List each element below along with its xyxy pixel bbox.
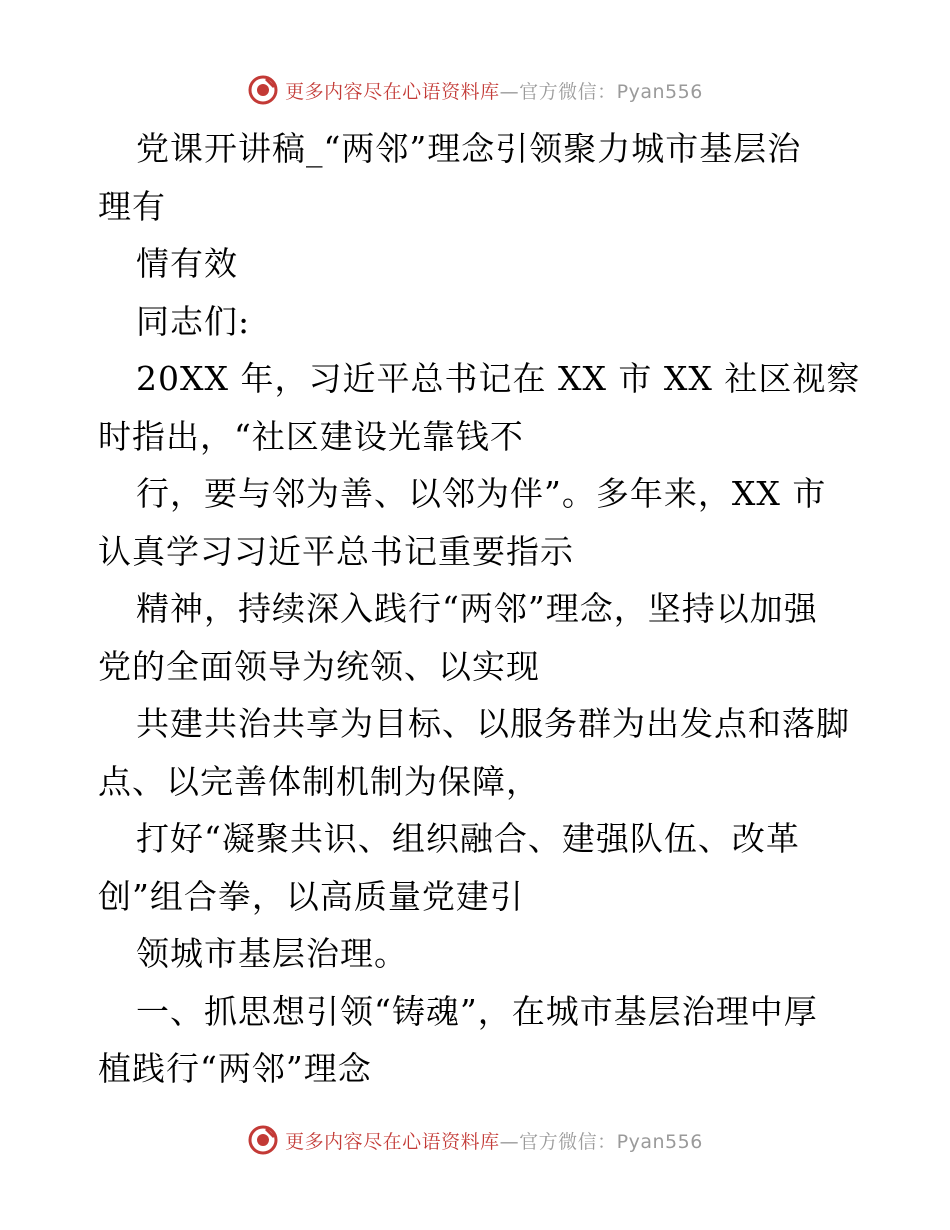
text-line: 党的全面领导为统领、以实现: [98, 646, 540, 686]
watermark-contact: 官方微信：Pyan556: [519, 80, 703, 103]
text-line: 行，要与邻为善、以邻为伴”。多年来，XX 市: [136, 474, 827, 513]
watermark-text: [285, 77, 703, 104]
text-line: 理有: [98, 186, 166, 226]
text-line: 精神，持续深入践行“两邻”理念，坚持以加强: [136, 589, 818, 628]
footer-watermark: [0, 1120, 950, 1160]
text-line: 打好“凝聚共识、组织融合、建强队伍、改革: [136, 819, 800, 858]
document-body: [98, 120, 861, 1098]
text-line: 同志们:: [136, 301, 251, 341]
watermark-brand: 更多内容尽在心语资料库: [285, 1130, 500, 1153]
header-watermark: [0, 70, 950, 110]
text-line: 领城市基层治理。: [136, 934, 408, 973]
text-line: 点、以完善体制机制为保障，: [98, 761, 540, 801]
text-line: 20XX 年，习近平总书记在 XX 市 XX 社区视察: [136, 359, 861, 398]
text-line: 情有效: [136, 244, 238, 283]
watermark-separator: —: [499, 1130, 520, 1153]
text-line: 共建共治共享为目标、以服务群为出发点和落脚: [136, 704, 850, 743]
watermark-text: [285, 1127, 703, 1154]
watermark-brand: 更多内容尽在心语资料库: [285, 80, 500, 103]
text-line: 认真学习习近平总书记重要指示: [98, 531, 574, 571]
watermark-contact: 官方微信：Pyan556: [519, 1130, 703, 1153]
seal-logo-icon: [247, 74, 279, 106]
text-line: 创”组合拳，以高质量党建引: [98, 876, 524, 916]
watermark-separator: —: [499, 80, 520, 103]
text-line: 时指出，“社区建设光靠钱不: [98, 416, 524, 456]
section-heading-line: 一、抓思想引领“铸魂”，在城市基层治理中厚: [136, 991, 818, 1031]
section-heading-line: 植践行“两邻”理念: [98, 1049, 372, 1088]
text-line: 党课开讲稿_“两邻”理念引领聚力城市基层治: [136, 129, 802, 168]
seal-logo-icon: [247, 1124, 279, 1156]
